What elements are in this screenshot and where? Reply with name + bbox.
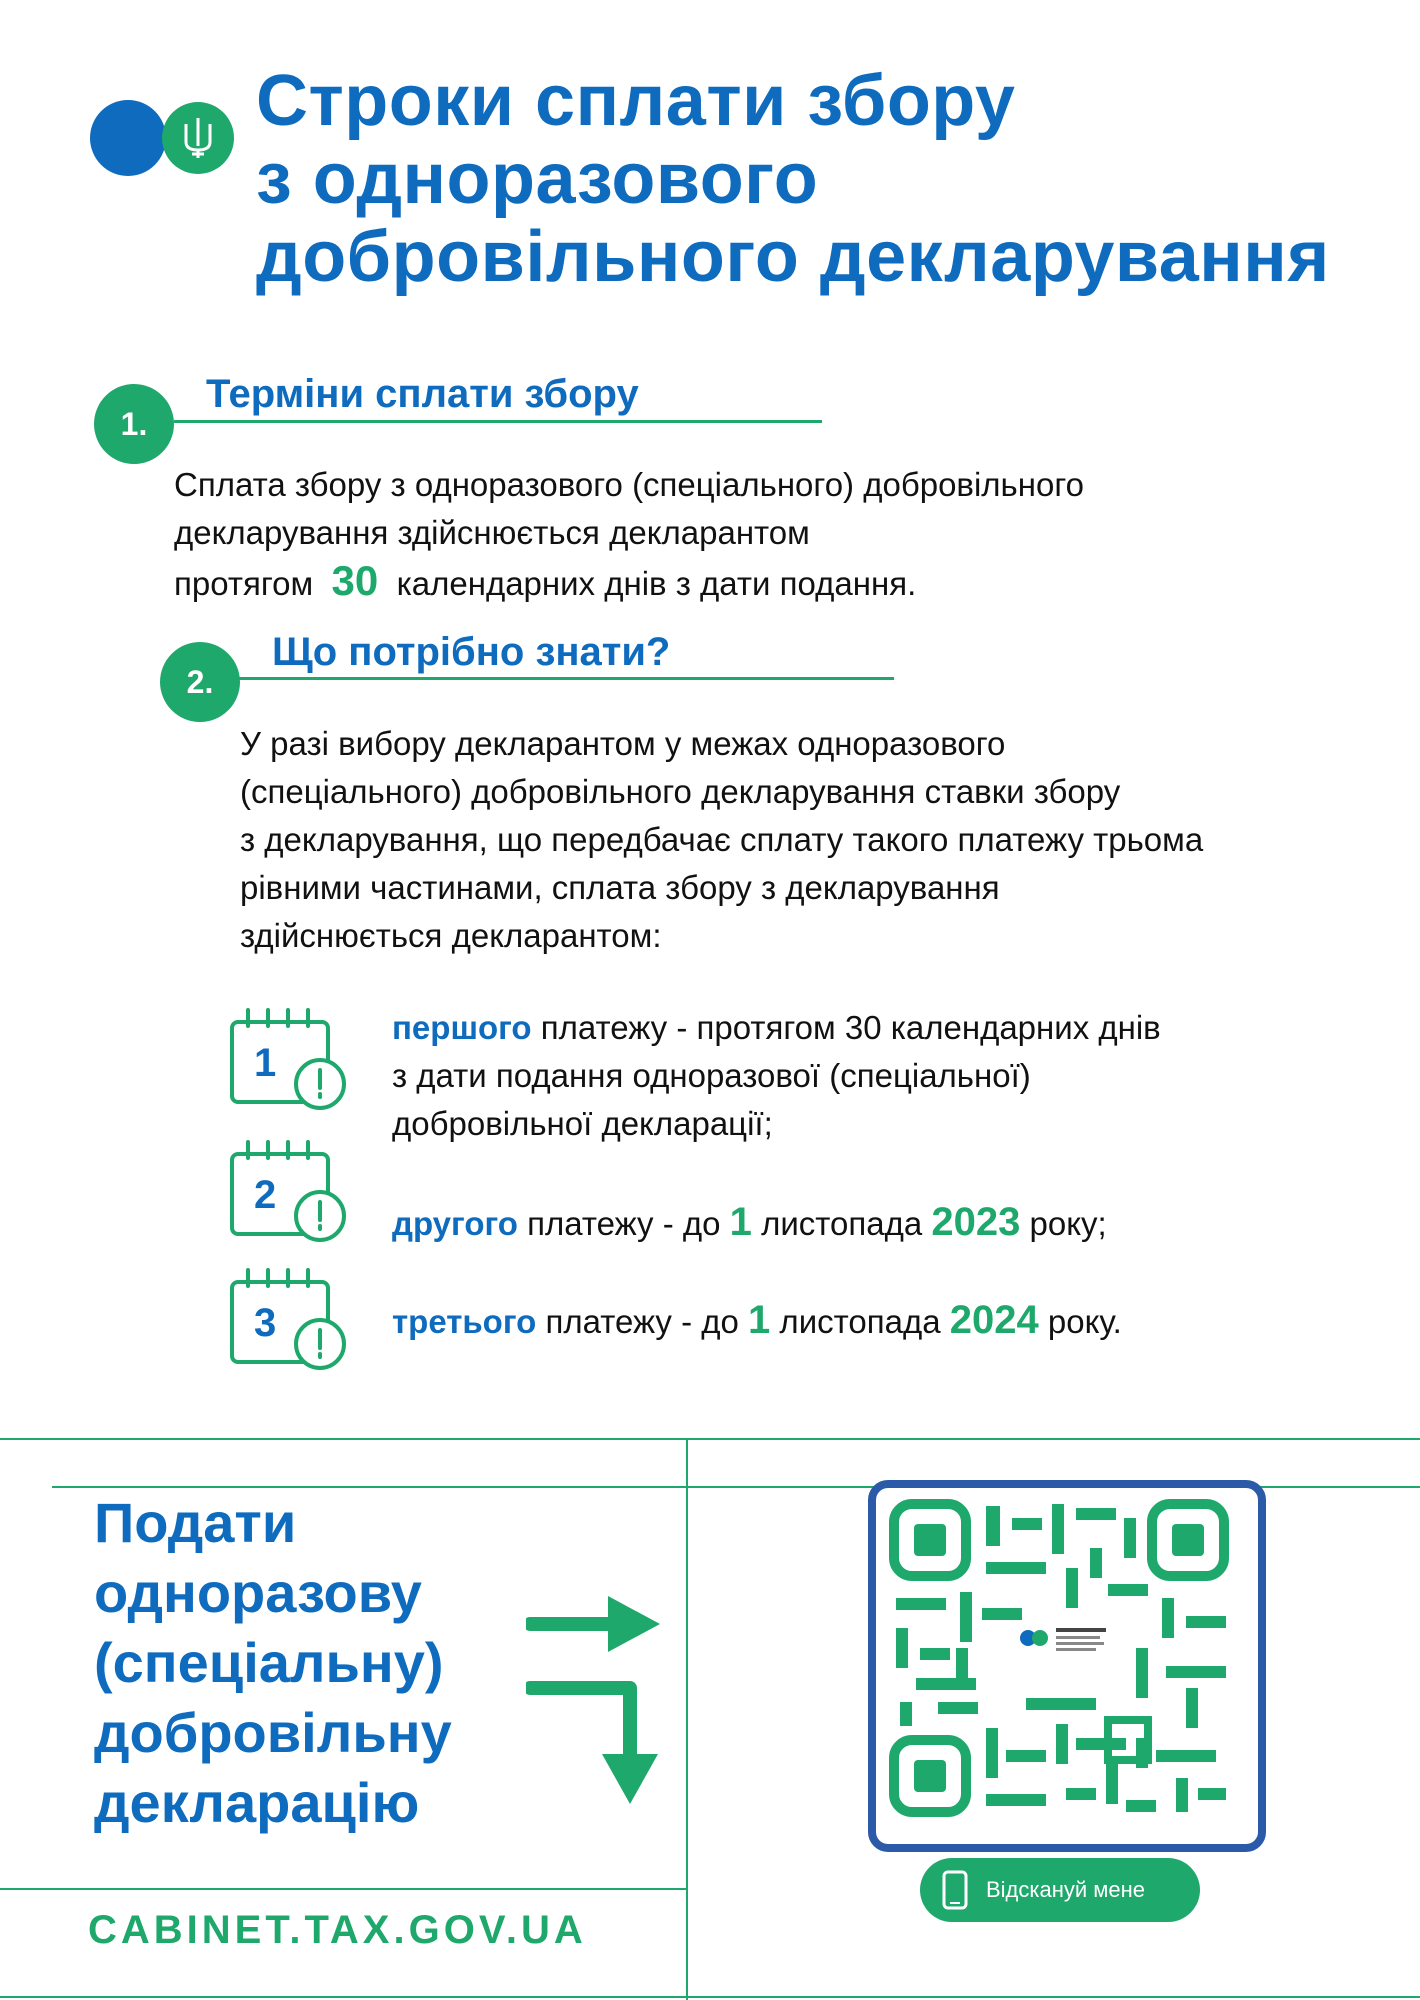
divider-website	[0, 1888, 686, 1890]
page-title	[256, 62, 1330, 296]
section-underline-2	[238, 677, 894, 680]
section1-pre: протягом	[174, 565, 314, 602]
section2-line-5: здійснюється декларантом:	[240, 917, 662, 954]
cta-line-2: одноразову	[94, 1561, 422, 1624]
scan-me-button[interactable]	[920, 1858, 1200, 1922]
section2-line-3: з декларування, що передбачає сплату такого платежу трьома	[240, 821, 1204, 858]
title-line-3: добровільного декларування	[256, 217, 1330, 297]
calendar-1-icon	[228, 1006, 348, 1116]
divider-bottom	[0, 1996, 1420, 1998]
payment-1-line-2: з дати подання одноразової (спеціальної)	[392, 1057, 1031, 1094]
payment-1-text: платежу - протягом 30 календарних днів	[531, 1009, 1161, 1046]
payment-2-lead: другого	[392, 1205, 518, 1242]
qr-code[interactable]	[868, 1480, 1266, 1852]
section2-paragraph	[240, 720, 1203, 960]
payment-1-line-3: добровільної декларації;	[392, 1105, 773, 1142]
calendar-3-icon	[228, 1266, 348, 1376]
payment-3-post: року.	[1038, 1303, 1122, 1340]
section-number-1: 1.	[94, 384, 174, 464]
cta-line-3: (спеціальну)	[94, 1631, 444, 1694]
title-line-2: з одноразового	[256, 139, 819, 219]
payment-1-lead: першого	[392, 1009, 532, 1046]
website-link[interactable]: CABINET.TAX.GOV.UA	[88, 1908, 587, 1952]
calendar-3-digit: 3	[254, 1301, 277, 1345]
logo-blue-circle	[90, 100, 166, 176]
section-underline-1	[174, 420, 822, 423]
qr-code-pattern	[876, 1488, 1242, 1828]
scan-me-label: Відскануй мене	[986, 1877, 1146, 1902]
phone-icon	[942, 1870, 968, 1910]
trident-logo-icon	[162, 102, 234, 174]
section1-post: календарних днів з дати подання.	[396, 565, 917, 602]
section1-line-2: декларування здійснюється декларантом	[174, 514, 810, 551]
calendar-1-digit: 1	[254, 1041, 277, 1085]
divider-top	[0, 1438, 1420, 1440]
section1-line-3	[174, 557, 1084, 608]
cta-line-1: Подати	[94, 1491, 297, 1554]
calendar-2-icon	[228, 1138, 348, 1248]
payment-3-pre: платежу - до	[536, 1303, 749, 1340]
section-number-2: 2.	[160, 642, 240, 722]
payment-2-post: року;	[1020, 1205, 1107, 1242]
divider-vertical	[686, 1438, 688, 2000]
payment-3-day: 1	[748, 1298, 771, 1342]
cta-line-4: добровільну	[94, 1701, 452, 1764]
payment-2	[392, 1198, 1107, 1248]
section2-line-2: (спеціального) добровільного декларування ставки збору	[240, 773, 1121, 810]
payment-2-pre: платежу - до	[517, 1205, 730, 1242]
arrows-icon	[526, 1590, 666, 1810]
payment-1	[392, 1004, 1161, 1148]
payment-2-month: листопада	[751, 1205, 932, 1242]
cta-text	[94, 1488, 452, 1838]
section2-line-4: рівними частинами, сплата збору з декларування	[240, 869, 1000, 906]
payment-3-month: листопада	[770, 1303, 950, 1340]
payment-2-day: 1	[729, 1200, 752, 1244]
title-line-1: Строки сплати збору	[256, 61, 1016, 141]
cta-line-5: декларацію	[94, 1771, 420, 1834]
days-count: 30	[331, 557, 379, 604]
section1-line-1: Сплата збору з одноразового (спеціального) добровільного	[174, 466, 1084, 503]
calendar-2-digit: 2	[254, 1173, 277, 1217]
payment-3-year: 2024	[949, 1298, 1039, 1342]
section-title-2: Що потрібно знати?	[272, 630, 671, 674]
payment-3	[392, 1296, 1122, 1346]
section1-paragraph	[174, 461, 1084, 608]
section2-line-1: У разі вибору декларантом у межах одноразового	[240, 725, 1006, 762]
section-title-1: Терміни сплати збору	[206, 372, 639, 416]
payment-3-lead: третього	[392, 1303, 537, 1340]
payment-2-year: 2023	[931, 1200, 1021, 1244]
payment-1-line-1	[392, 1004, 1161, 1052]
